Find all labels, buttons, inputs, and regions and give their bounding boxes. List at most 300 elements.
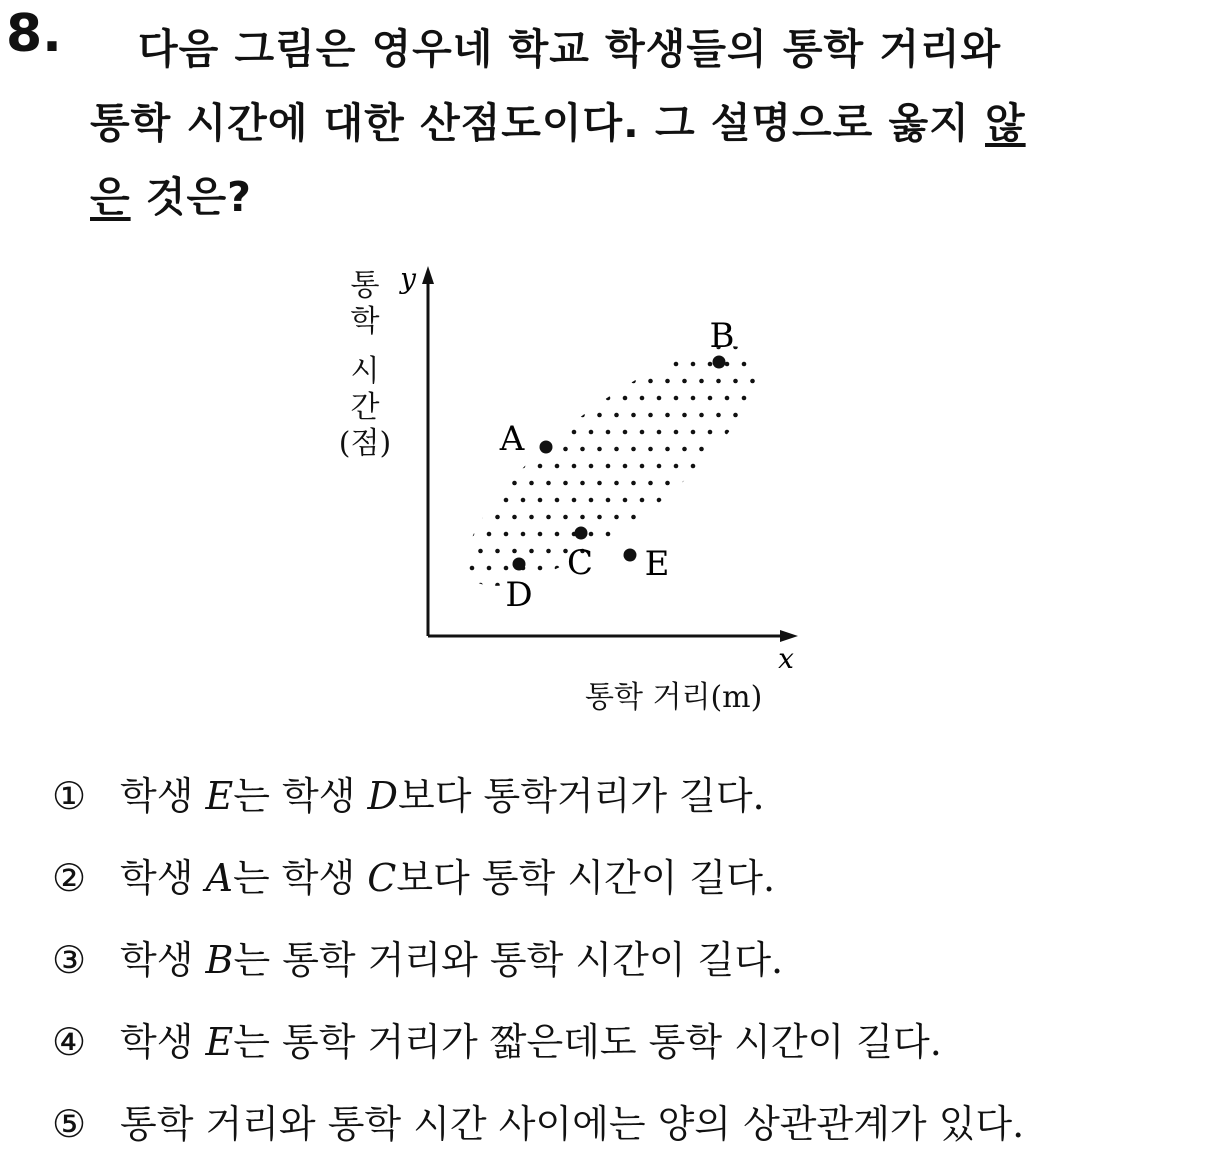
scatter-dot: [614, 379, 619, 384]
scatter-dot: [657, 464, 662, 469]
scatter-dot: [597, 447, 602, 452]
scatter-dot: [742, 532, 747, 537]
scatter-dot: [487, 430, 492, 435]
scatter-dot: [478, 345, 483, 350]
scatter-dot: [691, 532, 696, 537]
scatter-dot: [495, 379, 500, 384]
scatter-dot: [521, 328, 526, 333]
scatter-dot: [606, 566, 611, 571]
scatter-dot: [623, 566, 628, 571]
scatter-dot: [546, 583, 551, 588]
scatter-dot: [538, 464, 543, 469]
scatter-dot: [631, 583, 636, 588]
scatter-dot: [750, 379, 755, 384]
scatter-dot: [589, 396, 594, 401]
scatter-dot: [750, 413, 755, 418]
question-underlined-1: 않: [985, 99, 1026, 147]
scatter-dot: [614, 481, 619, 486]
scatter-dot: [725, 396, 730, 401]
scatter-dot: [716, 379, 721, 384]
answer-choices: [52, 760, 1182, 1170]
scatter-dot: [682, 549, 687, 554]
scatter-dot: [682, 345, 687, 350]
scatter-dot: [759, 566, 764, 571]
scatter-dot: [759, 464, 764, 469]
scatter-dot: [478, 379, 483, 384]
scatter-dot: [614, 583, 619, 588]
scatter-dot: [614, 447, 619, 452]
choice-marker: ③: [52, 938, 87, 982]
scatter-dot: [478, 515, 483, 520]
scatter-dot: [546, 481, 551, 486]
scatter-dot: [478, 447, 483, 452]
scatter-dot: [623, 362, 628, 367]
scatter-dot: [699, 447, 704, 452]
y-axis-symbol: y: [400, 262, 416, 295]
scatter-dot: [742, 396, 747, 401]
scatter-dot: [538, 532, 543, 537]
scatter-dot: [691, 464, 696, 469]
scatter-dot: [563, 379, 568, 384]
scatter-dot: [563, 515, 568, 520]
scatter-dot: [487, 498, 492, 503]
scatter-dot: [725, 464, 730, 469]
scatter-dot: [725, 498, 730, 503]
scatter-dot: [708, 362, 713, 367]
scatter-dot: [572, 328, 577, 333]
choice-variable: A: [205, 856, 233, 900]
scatter-dot: [606, 430, 611, 435]
scatter-dot: [631, 413, 636, 418]
scatter-dot: [665, 379, 670, 384]
scatter-dot: [708, 396, 713, 401]
scatter-dot: [682, 413, 687, 418]
scatter-dot: [504, 566, 509, 571]
choice-text: 보다 통학거리가 길다.: [398, 774, 765, 818]
scatter-dot: [631, 447, 636, 452]
scatter-plot: [320, 255, 840, 725]
scatter-dot: [538, 430, 543, 435]
scatter-dot: [597, 413, 602, 418]
scatter-dot: [521, 362, 526, 367]
scatter-dot: [453, 532, 458, 537]
scatter-dot: [759, 396, 764, 401]
scatter-dot: [580, 345, 585, 350]
scatter-dot: [767, 379, 772, 384]
scatter-dot: [682, 447, 687, 452]
scatter-dot: [580, 515, 585, 520]
scatter-dot: [606, 396, 611, 401]
scatter-dot: [631, 515, 636, 520]
scatter-dot: [597, 379, 602, 384]
scatter-dot: [512, 379, 517, 384]
scatter-dot: [461, 515, 466, 520]
scatter-dot: [648, 379, 653, 384]
scatter-dot: [470, 464, 475, 469]
scatter-dot: [657, 328, 662, 333]
point-a: [540, 441, 553, 454]
scatter-dot: [614, 345, 619, 350]
scatter-dot: [521, 532, 526, 537]
scatter-dot: [504, 396, 509, 401]
scatter-dot: [750, 447, 755, 452]
scatter-dot: [470, 532, 475, 537]
scatter-dot: [555, 464, 560, 469]
y-label-char: 통: [350, 268, 380, 303]
scatter-dot: [716, 583, 721, 588]
scatter-dot: [767, 447, 772, 452]
scatter-dot: [512, 515, 517, 520]
scatter-dot: [648, 515, 653, 520]
scatter-dot: [742, 566, 747, 571]
choice-variable: C: [367, 856, 397, 900]
scatter-dot: [623, 430, 628, 435]
scatter-dot: [674, 532, 679, 537]
scatter-dot: [699, 549, 704, 554]
scatter-dot: [453, 566, 458, 571]
point-e-label: E: [644, 544, 670, 584]
scatter-dot: [521, 396, 526, 401]
scatter-dot: [750, 345, 755, 350]
scatter-dot: [648, 481, 653, 486]
choice-text: 학생: [120, 1020, 206, 1064]
scatter-dot: [699, 413, 704, 418]
scatter-dot: [563, 481, 568, 486]
choice-2[interactable]: [52, 842, 1182, 924]
choice-variable: B: [205, 938, 234, 982]
scatter-dot: [767, 345, 772, 350]
scatter-dot: [453, 498, 458, 503]
scatter-dot: [733, 583, 738, 588]
scatter-dot: [640, 464, 645, 469]
choice-variable: D: [367, 774, 399, 818]
scatter-dot: [674, 430, 679, 435]
point-e: [624, 549, 637, 562]
scatter-dot: [682, 515, 687, 520]
scatter-dot: [614, 549, 619, 554]
choice-3[interactable]: [52, 924, 1182, 1006]
y-label-char: 시: [350, 354, 380, 389]
scatter-dot: [572, 430, 577, 435]
scatter-dot: [461, 481, 466, 486]
scatter-dot: [614, 515, 619, 520]
scatter-dot: [623, 464, 628, 469]
choice-marker: ②: [52, 856, 87, 900]
choice-variable: E: [205, 774, 234, 818]
scatter-dot: [512, 549, 517, 554]
scatter-dot: [699, 583, 704, 588]
question-line-2: [90, 86, 1170, 160]
point-b-label: B: [709, 316, 735, 356]
scatter-dot: [487, 464, 492, 469]
scatter-dot: [759, 328, 764, 333]
scatter-dot: [580, 481, 585, 486]
scatter-dot: [572, 464, 577, 469]
scatter-dot: [478, 413, 483, 418]
choice-4[interactable]: [52, 1006, 1182, 1088]
scatter-dot: [487, 566, 492, 571]
scatter-dot: [759, 532, 764, 537]
scatter-dot: [495, 515, 500, 520]
scatter-dot: [580, 413, 585, 418]
scatter-dot: [470, 498, 475, 503]
point-d-label: D: [505, 575, 533, 615]
scatter-dot: [538, 396, 543, 401]
scatter-dot: [504, 532, 509, 537]
scatter-dot: [461, 447, 466, 452]
scatter-dot: [691, 362, 696, 367]
scatter-dot: [589, 532, 594, 537]
scatter-dot: [691, 566, 696, 571]
scatter-dot: [733, 481, 738, 486]
scatter-dot: [461, 549, 466, 554]
point-a-label: A: [499, 419, 525, 459]
scatter-dot: [495, 413, 500, 418]
scatter-dot: [708, 566, 713, 571]
choice-text: 는 통학 거리가 짧은데도 통학 시간이 길다.: [233, 1020, 942, 1064]
point-c-label: C: [566, 543, 594, 583]
scatter-dot: [555, 498, 560, 503]
scatter-dot: [538, 566, 543, 571]
scatter-dot: [682, 583, 687, 588]
scatter-dot: [546, 515, 551, 520]
scatter-dot: [657, 498, 662, 503]
scatter-dot: [521, 498, 526, 503]
scatter-dot: [733, 413, 738, 418]
scatter-dot: [665, 515, 670, 520]
scatter-dot: [529, 481, 534, 486]
scatter-dot: [495, 345, 500, 350]
scatter-dot: [461, 583, 466, 588]
y-axis-arrow-icon: [422, 266, 434, 284]
scatter-dot: [716, 515, 721, 520]
scatter-dot: [555, 396, 560, 401]
choice-text: 는 학생: [232, 856, 368, 900]
scatter-dot: [767, 549, 772, 554]
scatter-dot: [759, 430, 764, 435]
scatter-dot: [470, 396, 475, 401]
scatter-dot: [750, 583, 755, 588]
scatter-dot: [572, 396, 577, 401]
scatter-dot: [529, 379, 534, 384]
scatter-dot: [453, 328, 458, 333]
y-label-char: 간: [350, 390, 380, 425]
scatter-dot: [529, 549, 534, 554]
scatter-dot: [708, 430, 713, 435]
scatter-dot: [682, 481, 687, 486]
scatter-dot: [495, 481, 500, 486]
scatter-dot: [665, 413, 670, 418]
scatter-dot: [708, 498, 713, 503]
scatter-dot: [699, 515, 704, 520]
scatter-dot: [563, 413, 568, 418]
scatter-dot: [648, 345, 653, 350]
scatter-dot: [767, 515, 772, 520]
scatter-dot: [555, 430, 560, 435]
scatter-dot: [478, 583, 483, 588]
scatter-dot: [597, 583, 602, 588]
scatter-dot: [478, 481, 483, 486]
scatter-dot: [640, 532, 645, 537]
scatter-dot: [648, 413, 653, 418]
scatter-dot: [623, 498, 628, 503]
scatter-dot: [512, 481, 517, 486]
scatter-dot: [742, 328, 747, 333]
scatter-dot: [555, 362, 560, 367]
scatter-dot: [674, 396, 679, 401]
scatter-dot: [742, 464, 747, 469]
scatter-dot: [606, 532, 611, 537]
scatter-dot: [470, 430, 475, 435]
scatter-dot: [733, 549, 738, 554]
scatter-dot: [623, 328, 628, 333]
scatter-dot: [495, 583, 500, 588]
scatter-dot: [487, 396, 492, 401]
scatter-dot: [742, 430, 747, 435]
x-axis-arrow-icon: [780, 630, 798, 642]
scatter-dot: [563, 345, 568, 350]
choice-text: 학생: [120, 774, 206, 818]
scatter-dot: [716, 481, 721, 486]
scatter-dot: [546, 549, 551, 554]
scatter-dot: [563, 583, 568, 588]
x-axis-label: 통학 거리(m): [585, 680, 763, 715]
choice-text: 통학 거리와 통학 시간 사이에는 양의 상관관계가 있다.: [120, 1102, 1025, 1146]
scatter-dot: [504, 362, 509, 367]
question-line-3: [90, 160, 1170, 234]
scatter-dot: [665, 481, 670, 486]
scatter-dot: [665, 447, 670, 452]
scatter-dot: [572, 362, 577, 367]
scatter-dot: [733, 447, 738, 452]
scatter-dot: [453, 430, 458, 435]
point-d: [513, 558, 526, 571]
choice-text: 는 학생: [233, 774, 368, 818]
scatter-dot: [538, 498, 543, 503]
scatter-dot: [538, 362, 543, 367]
choice-marker: ①: [52, 774, 87, 818]
scatter-dot: [674, 328, 679, 333]
scatter-dot: [640, 396, 645, 401]
scatter-dot: [606, 464, 611, 469]
choice-text: 학생: [120, 938, 206, 982]
question-number: 8.: [6, 4, 62, 64]
scatter-dot: [640, 328, 645, 333]
scatter-dot: [691, 328, 696, 333]
scatter-dot: [674, 498, 679, 503]
scatter-dot: [521, 464, 526, 469]
scatter-dot: [589, 464, 594, 469]
scatter-dot: [529, 515, 534, 520]
y-label-char: (점): [338, 426, 392, 461]
scatter-dot: [623, 532, 628, 537]
scatter-dot: [691, 498, 696, 503]
scatter-dot: [665, 345, 670, 350]
scatter-dot: [512, 413, 517, 418]
scatter-dot: [606, 362, 611, 367]
scatter-dot: [538, 328, 543, 333]
scatter-dot: [504, 464, 509, 469]
scatter-dot: [487, 532, 492, 537]
scatter-dot: [555, 566, 560, 571]
scatter-dot: [657, 396, 662, 401]
scatter-dot: [674, 464, 679, 469]
question-line-1: 다음 그림은 영우네 학교 학생들의 통학 거리와: [138, 25, 1002, 73]
scatter-dot: [725, 430, 730, 435]
scatter-dot: [470, 362, 475, 367]
scatter-dot: [546, 345, 551, 350]
scatter-dot: [750, 481, 755, 486]
scatter-dot: [759, 498, 764, 503]
scatter-dot: [597, 515, 602, 520]
scatter-dot: [648, 447, 653, 452]
point-c: [575, 527, 588, 540]
scatter-dot: [767, 481, 772, 486]
scatter-dot: [699, 481, 704, 486]
scatter-dot: [640, 362, 645, 367]
y-label-char: 학: [350, 304, 380, 339]
scatter-dot: [529, 345, 534, 350]
scatter-dot: [589, 430, 594, 435]
scatter-dot: [640, 430, 645, 435]
scatter-dot: [631, 481, 636, 486]
scatter-dot: [546, 379, 551, 384]
scatter-dot: [716, 447, 721, 452]
scatter-dot: [767, 583, 772, 588]
scatter-dot: [674, 566, 679, 571]
scatter-dot: [512, 345, 517, 350]
scatter-dot: [606, 328, 611, 333]
scatter-dot: [487, 362, 492, 367]
scatter-dot: [597, 481, 602, 486]
scatter-dot: [580, 379, 585, 384]
scatter-dot: [674, 362, 679, 367]
scatter-dot: [657, 430, 662, 435]
scatter-dot: [699, 345, 704, 350]
scatter-dot: [453, 464, 458, 469]
scatter-dot: [478, 549, 483, 554]
scatter-dot: [691, 430, 696, 435]
scatter-dot: [742, 498, 747, 503]
choice-marker: ④: [52, 1020, 87, 1064]
scatter-dot: [461, 345, 466, 350]
choice-1[interactable]: [52, 760, 1182, 842]
scatter-dot: [657, 532, 662, 537]
scatter-dot: [572, 498, 577, 503]
scatter-dot: [453, 362, 458, 367]
scatter-dot: [580, 583, 585, 588]
scatter-dot: [555, 532, 560, 537]
scatter-dot: [529, 413, 534, 418]
scatter-dot: [606, 498, 611, 503]
choice-text: 학생: [120, 856, 206, 900]
scatter-dot: [750, 515, 755, 520]
scatter-dot: [589, 498, 594, 503]
scatter-dot: [742, 362, 747, 367]
scatter-dot: [580, 447, 585, 452]
scatter-dot: [708, 532, 713, 537]
question-text: [90, 12, 1170, 234]
scatter-dot: [631, 379, 636, 384]
scatter-dot: [563, 447, 568, 452]
question-line-2-text: 통학 시간에 대한 산점도이다. 그 설명으로 옳지: [90, 99, 986, 147]
choice-5[interactable]: [52, 1088, 1182, 1170]
scatter-dot: [589, 328, 594, 333]
scatter-dot: [589, 362, 594, 367]
scatter-dot: [529, 447, 534, 452]
scatter-dot: [725, 566, 730, 571]
scatter-dot: [623, 396, 628, 401]
